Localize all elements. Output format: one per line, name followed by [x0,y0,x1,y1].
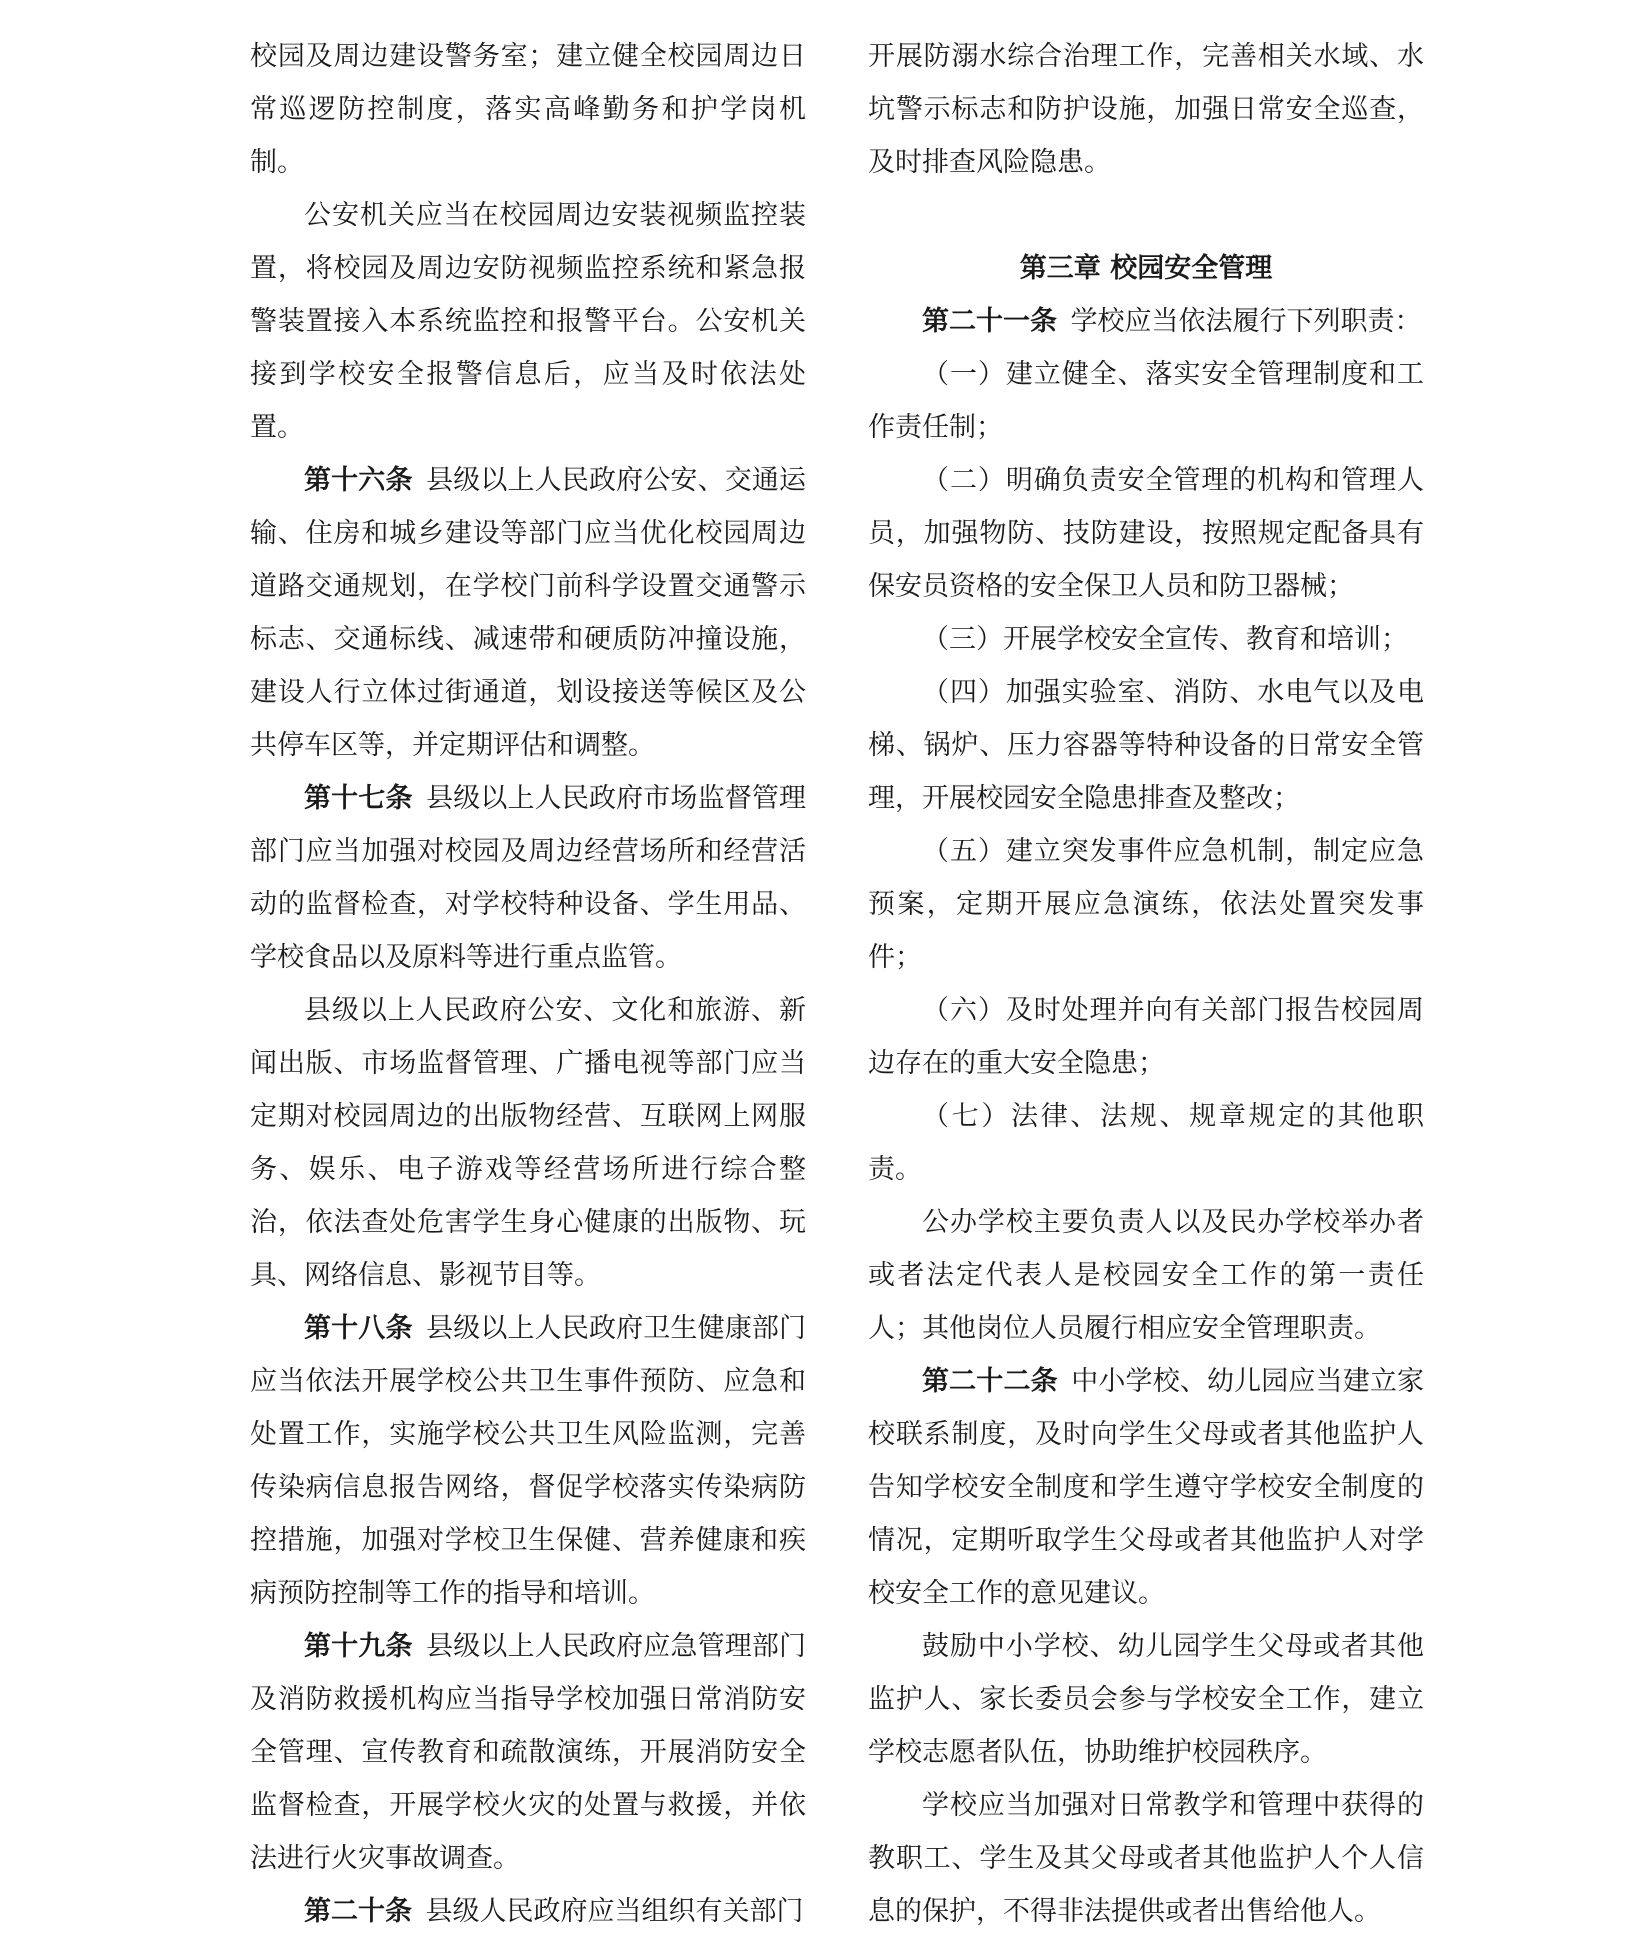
paragraph [250,1620,806,1885]
paragraph-text: （五）建立突发事件应急机制，制定应急预案，定期开展应急演练，依法处置突发事件； [868,836,1424,973]
paragraph-text: （六）及时处理并向有关部门报告校园周边存在的重大安全隐患； [868,995,1424,1079]
paragraph-text: （一）建立健全、落实安全管理制度和工作责任制； [868,359,1424,443]
paragraph-text: 鼓励中小学校、幼儿园学生父母或者其他监护人、家长委员会参与学校安全工作，建立学校志愿者队伍，协助维护校园秩序。 [868,1631,1424,1768]
paragraph [868,1779,1424,1938]
paragraph [250,454,806,772]
paragraph-text: （四）加强实验室、消防、水电气以及电梯、锅炉、压力容器等特种设备的日常安全管理，开展校园安全隐患排查及整改； [868,677,1424,814]
paragraph [868,613,1424,666]
paragraph [868,1620,1424,1779]
paragraph [868,348,1424,454]
paragraph-text: 学校应当依法履行下列职责： [1070,306,1422,337]
paragraph [250,984,806,1302]
section-gap [868,189,1424,242]
paragraph [868,30,1424,189]
paragraph [868,454,1424,613]
paragraph [250,1302,806,1620]
paragraph [868,1196,1424,1355]
paragraph-text: 县级以上人民政府公安、文化和旅游、新闻出版、市场监督管理、广播电视等部门应当定期对校园周边的出版物经营、互联网上网服务、娱乐、电子游戏等经营场所进行综合整治，依法查处危害学生身心健康的出版物、玩具、网络信息、影视节目等。 [250,995,806,1291]
paragraph [868,1355,1424,1620]
paragraph-text: 县级以上人民政府市场监督管理部门应当加强对校园及周边经营场所和经营活动的监督检查，对学校特种设备、学生用品、学校食品以及原料等进行重点监管。 [250,783,807,973]
paragraph [250,30,806,189]
paragraph-text: 中小学校、幼儿园应当建立家校联系制度，及时向学生父母或者其他监护人告知学校安全制度和学生遵守学校安全制度的情况，定期听取学生父母或者其他监护人对学校安全工作的意见建议。 [868,1366,1425,1609]
article-number: 第二十二条 [922,1366,1058,1397]
paragraph-text: 校园及周边建设警务室；建立健全校园周边日常巡逻防控制度，落实高峰勤务和护学岗机制。 [250,41,806,178]
paragraph-text: （二）明确负责安全管理的机构和管理人员，加强物防、技防建设，按照规定配备具有保安员资格的安全保卫人员和防卫器械； [868,465,1424,602]
paragraph [250,189,806,454]
article-number: 第二十一条 [922,306,1057,337]
paragraph-text: 学校应当加强对日常教学和管理中获得的教职工、学生及其父母或者其他监护人个人信息的保护，不得非法提供或者出售给他人。 [868,1790,1424,1927]
paragraph-text: 开展防溺水综合治理工作，完善相关水域、水坑警示标志和防护设施，加强日常安全巡查，及时排查风险隐患。 [868,41,1424,178]
paragraph-text: （三）开展学校安全宣传、教育和培训； [922,624,1408,655]
paragraph-text: 县级人民政府应当组织有关部门 [425,1896,804,1927]
paragraph [868,984,1424,1090]
right-column [868,30,1424,1938]
right-column-body [868,295,1424,1938]
left-column [250,30,806,1938]
paragraph-text: 县级以上人民政府公安、交通运输、住房和城乡建设等部门应当优化校园周边道路交通规划，在学校门前科学设置交通警示标志、交通标线、减速带和硬质防冲撞设施，建设人行立体过街通道，划设接送等候区及公共停车区等，并定期评估和调整。 [250,465,807,761]
article-number: 第十六条 [304,465,413,496]
paragraph-text: 县级以上人民政府卫生健康部门应当依法开展学校公共卫生事件预防、应急和处置工作，实施学校公共卫生风险监测，完善传染病信息报告网络，督促学校落实传染病防控措施，加强对学校卫生保健、营养健康和疾病预防控制等工作的指导和培训。 [250,1313,807,1609]
paragraph [250,1885,806,1938]
paragraph-text: 县级以上人民政府应急管理部门及消防救援机构应当指导学校加强日常消防安全管理、宣传教育和疏散演练，开展消防安全监督检查，开展学校火灾的处置与救援，并依法进行火灾事故调查。 [250,1631,807,1874]
article-number: 第十九条 [304,1631,413,1662]
paragraph-text: （七）法律、法规、规章规定的其他职责。 [868,1101,1424,1185]
article-number: 第二十条 [304,1896,412,1927]
paragraph [868,666,1424,825]
paragraph [250,772,806,984]
chapter-title: 第三章 校园安全管理 [1019,253,1273,284]
article-number: 第十八条 [304,1313,413,1344]
article-number: 第十七条 [304,783,413,814]
paragraph [868,1090,1424,1196]
paragraph [868,825,1424,984]
right-column-top [868,30,1424,189]
paragraph-text: 公安机关应当在校园周边安装视频监控装置，将校园及周边安防视频监控系统和紧急报警装置接入本系统监控和报警平台。公安机关接到学校安全报警信息后，应当及时依法处置。 [250,200,806,443]
paragraph [868,295,1424,348]
paragraph-text: 公办学校主要负责人以及民办学校举办者或者法定代表人是校园安全工作的第一责任人；其他岗位人员履行相应安全管理职责。 [868,1207,1424,1344]
